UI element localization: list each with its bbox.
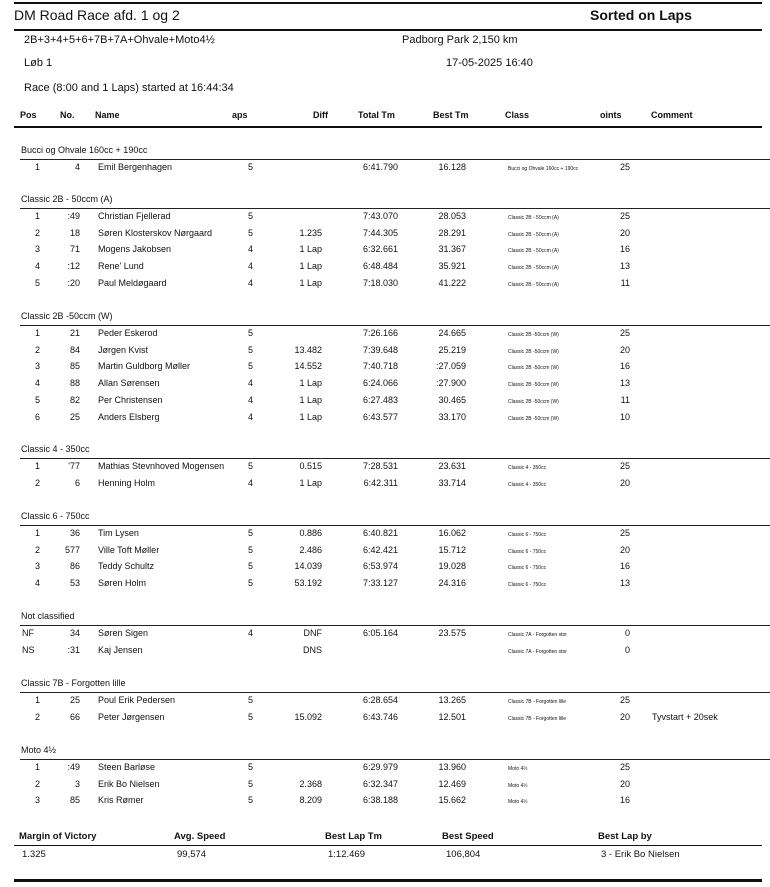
pos-cell: 4: [34, 378, 40, 388]
laps-cell: 5: [248, 545, 254, 555]
laps-cell: 4: [248, 244, 254, 254]
col-points: oints: [600, 110, 622, 120]
class-cell: Classic 6 - 750cc: [508, 582, 547, 588]
pos-cell: 6: [34, 412, 40, 422]
table-row: [0, 228, 770, 244]
number-cell: 6: [74, 478, 80, 488]
table-row: [0, 645, 770, 661]
comment-cell: Tyvstart + 20sek: [652, 712, 718, 722]
points-cell: 20: [619, 345, 630, 355]
class-cell: Classic 2B - 50ccm (A): [508, 248, 559, 254]
diff-cell: 1 Lap: [299, 395, 322, 405]
points-cell: 10: [619, 412, 630, 422]
table-row: [0, 378, 770, 394]
class-cell: Classic 2B - 50ccm (A): [508, 265, 559, 271]
pos-cell: 3: [34, 561, 40, 571]
number-cell: 71: [69, 244, 80, 254]
col-diff: Diff: [313, 110, 328, 120]
laps-cell: 4: [248, 395, 254, 405]
number-cell: 85: [69, 361, 80, 371]
name-cell: Allan Sørensen: [98, 378, 160, 388]
section-title: Classic 7B - Forgotten lille: [21, 678, 126, 688]
diff-cell: 0.515: [299, 461, 322, 471]
best-lap-by-value: 3 - Erik Bo Nielsen: [601, 849, 680, 860]
total-time-cell: 7:28.531: [362, 461, 398, 471]
best-time-cell: 41.222: [438, 278, 466, 288]
diff-cell: 1 Lap: [299, 478, 322, 488]
number-cell: :49: [67, 762, 80, 772]
total-time-cell: 6:43.746: [362, 712, 398, 722]
total-time-cell: 6:42.311: [363, 478, 398, 488]
number-cell: 88: [69, 378, 80, 388]
best-time-cell: :27.059: [435, 361, 466, 371]
table-row: [0, 478, 770, 494]
total-time-cell: 7:33.127: [362, 578, 398, 588]
number-cell: 34: [69, 628, 80, 638]
laps-cell: 5: [248, 211, 254, 221]
laps-cell: 5: [248, 762, 254, 772]
number-cell: 36: [69, 528, 80, 538]
pos-cell: 2: [34, 779, 40, 789]
best-time-cell: 13.960: [438, 762, 466, 772]
name-cell: Christian Fjellerad: [98, 211, 171, 221]
laps-cell: 4: [248, 478, 254, 488]
sort-label: Sorted on Laps: [590, 7, 692, 23]
table-row: [0, 528, 770, 544]
section-rule: [20, 525, 770, 526]
name-cell: Tim Lysen: [98, 528, 139, 538]
name-cell: Jørgen Kvist: [98, 345, 149, 355]
best-time-cell: 33.170: [438, 412, 466, 422]
col-comment: Comment: [651, 110, 693, 120]
total-time-cell: 7:18.030: [362, 278, 398, 288]
bottom-rule: [14, 879, 762, 882]
header-rule: [14, 126, 762, 128]
section-title: Classic 4 - 350cc: [21, 444, 90, 454]
best-time-cell: 19.028: [438, 561, 466, 571]
table-row: [0, 561, 770, 577]
best-time-cell: 23.631: [438, 461, 466, 471]
number-cell: 3: [74, 779, 80, 789]
table-row: [0, 211, 770, 227]
total-time-cell: 6:38.188: [362, 795, 398, 805]
name-cell: Erik Bo Nielsen: [98, 779, 160, 789]
section-title: Moto 4½: [21, 745, 57, 755]
table-row: [0, 545, 770, 561]
diff-cell: DNS: [302, 645, 322, 655]
total-time-cell: 6:29.979: [362, 762, 398, 772]
section-rule: [20, 625, 770, 626]
points-cell: 13: [619, 378, 630, 388]
number-cell: 86: [69, 561, 80, 571]
laps-cell: 5: [248, 328, 254, 338]
total-time-cell: 6:42.421: [362, 545, 398, 555]
pos-cell: 2: [34, 345, 40, 355]
points-cell: 25: [619, 695, 630, 705]
section-rule: [20, 208, 770, 209]
class-cell: Classic 2B -50ccm (W): [508, 416, 559, 422]
pos-cell: 2: [34, 712, 40, 722]
class-cell: Classic 6 - 750cc: [508, 532, 547, 538]
top-rule: [14, 2, 762, 4]
name-cell: Paul Meldøgaard: [98, 278, 167, 288]
venue: Padborg Park 2,150 km: [402, 34, 518, 46]
diff-cell: 2.368: [299, 779, 322, 789]
name-cell: Martin Guldborg Møller: [98, 361, 191, 371]
points-cell: 16: [619, 244, 630, 254]
avg-speed-label: Avg. Speed: [174, 831, 226, 842]
points-cell: 25: [619, 762, 630, 772]
pos-cell: 1: [34, 528, 40, 538]
number-cell: :12: [67, 261, 80, 271]
diff-cell: 53.192: [294, 578, 322, 588]
pos-cell: 4: [34, 578, 40, 588]
class-cell: Classic 6 - 750cc: [508, 565, 547, 571]
points-cell: 13: [619, 261, 630, 271]
points-cell: 25: [619, 328, 630, 338]
number-cell: 82: [69, 395, 80, 405]
points-cell: 13: [619, 578, 630, 588]
best-lap-tm-value: 1:12.469: [328, 849, 365, 860]
number-cell: '77: [68, 461, 80, 471]
name-cell: Per Christensen: [98, 395, 163, 405]
class-cell: Moto 4½: [508, 766, 528, 772]
class-cell: Classic 2B -50ccm (W): [508, 365, 559, 371]
name-cell: Peder Eskerod: [98, 328, 158, 338]
table-row: [0, 361, 770, 377]
pos-cell: 2: [34, 228, 40, 238]
laps-cell: 5: [248, 779, 254, 789]
best-time-cell: 31.367: [438, 244, 466, 254]
name-cell: Søren Sigen: [98, 628, 149, 638]
section-rule: [20, 759, 770, 760]
table-row: [0, 461, 770, 477]
laps-cell: 5: [248, 712, 254, 722]
report-title: DM Road Race afd. 1 og 2: [14, 7, 180, 23]
name-cell: Mathias Stevnhoved Mogensen: [98, 461, 225, 471]
laps-cell: 5: [248, 528, 254, 538]
best-time-cell: 12.469: [438, 779, 466, 789]
total-time-cell: 6:43.577: [362, 412, 398, 422]
laps-cell: 5: [248, 561, 254, 571]
pos-cell: NF: [22, 628, 34, 638]
avg-speed-value: 99,574: [177, 849, 207, 860]
best-time-cell: 28.053: [438, 211, 466, 221]
class-cell: Classic 2B - 50ccm (A): [508, 232, 559, 238]
laps-cell: 5: [248, 345, 254, 355]
number-cell: 4: [74, 162, 80, 172]
table-row: [0, 795, 770, 811]
class-cell: Classic 7B - Forgotten lille: [508, 699, 567, 705]
col-class: Class: [505, 110, 530, 120]
laps-cell: 5: [248, 578, 254, 588]
diff-cell: 1.235: [299, 228, 322, 238]
laps-cell: 4: [248, 412, 254, 422]
total-time-cell: 7:39.648: [362, 345, 398, 355]
class-cell: Classic 4 - 350cc: [508, 465, 547, 471]
margin-label: Margin of Victory: [19, 831, 97, 842]
table-row: [0, 762, 770, 778]
best-time-cell: 24.316: [438, 578, 466, 588]
total-time-cell: 6:24.066: [362, 378, 398, 388]
points-cell: 16: [619, 361, 630, 371]
number-cell: :31: [67, 645, 80, 655]
table-row: [0, 261, 770, 277]
best-time-cell: 28.291: [438, 228, 466, 238]
pos-cell: NS: [22, 645, 35, 655]
total-time-cell: 6:41.790: [362, 162, 398, 172]
col-pos: Pos: [20, 110, 37, 120]
name-cell: Poul Erik Pedersen: [98, 695, 176, 705]
col-total: Total Tm: [358, 110, 395, 120]
points-cell: 25: [619, 461, 630, 471]
number-cell: 53: [69, 578, 80, 588]
class-cell: Classic 6 - 750cc: [508, 549, 547, 555]
class-cell: Moto 4½: [508, 799, 528, 805]
laps-cell: 4: [248, 628, 254, 638]
section-title: Bucci og Ohvale 160cc + 190cc: [21, 145, 148, 155]
laps-cell: 4: [248, 261, 254, 271]
laps-cell: 5: [248, 361, 254, 371]
section-title: Classic 2B - 50ccm (A): [21, 194, 113, 204]
total-time-cell: 6:32.661: [362, 244, 398, 254]
name-cell: Anders Elsberg: [98, 412, 160, 422]
best-speed-label: Best Speed: [442, 831, 494, 842]
section-rule: [20, 159, 770, 160]
laps-cell: 5: [248, 795, 254, 805]
diff-cell: 2.486: [299, 545, 322, 555]
points-cell: 11: [620, 395, 630, 405]
table-row: [0, 345, 770, 361]
col-no: No.: [60, 110, 75, 120]
points-cell: 25: [619, 211, 630, 221]
number-cell: 25: [69, 412, 80, 422]
best-time-cell: 13.265: [438, 695, 466, 705]
section-title: Classic 2B -50ccm (W): [21, 311, 113, 321]
best-time-cell: 12.501: [438, 712, 466, 722]
total-time-cell: 7:43.070: [362, 211, 398, 221]
number-cell: 21: [69, 328, 80, 338]
total-time-cell: 7:40.718: [362, 361, 398, 371]
diff-cell: 8.209: [299, 795, 322, 805]
name-cell: Søren Holm: [98, 578, 147, 588]
table-row: [0, 779, 770, 795]
section-title: Not classified: [21, 611, 75, 621]
pos-cell: 1: [34, 461, 40, 471]
classes-line: 2B+3+4+5+6+7B+7A+Ohvale+Moto4½: [24, 34, 215, 46]
best-lap-tm-label: Best Lap Tm: [325, 831, 383, 842]
pos-cell: 5: [34, 395, 40, 405]
best-time-cell: :27.900: [435, 378, 466, 388]
class-cell: Classic 2B -50ccm (W): [508, 399, 559, 405]
name-cell: Teddy Schultz: [98, 561, 155, 571]
points-cell: 20: [619, 779, 630, 789]
points-cell: 25: [619, 528, 630, 538]
number-cell: 84: [69, 345, 80, 355]
table-row: [0, 628, 770, 644]
table-row: [0, 695, 770, 711]
column-header-row: [0, 110, 770, 126]
name-cell: Ville Toft Møller: [98, 545, 160, 555]
points-cell: 20: [619, 478, 630, 488]
class-cell: Classic 2B -50ccm (W): [508, 349, 559, 355]
pos-cell: 2: [34, 478, 40, 488]
best-lap-by-label: Best Lap by: [598, 831, 652, 842]
race-line: Race (8:00 and 1 Laps) started at 16:44:34: [24, 82, 234, 94]
class-cell: Classic 7B - Forgotten lille: [508, 716, 567, 722]
section-title: Classic 6 - 750cc: [21, 511, 90, 521]
pos-cell: 2: [34, 545, 40, 555]
title-rule: [14, 29, 762, 31]
points-cell: 20: [619, 712, 630, 722]
best-time-cell: 33.714: [438, 478, 466, 488]
pos-cell: 4: [34, 261, 40, 271]
best-time-cell: 25.219: [438, 345, 466, 355]
total-time-cell: 6:40.821: [362, 528, 398, 538]
class-cell: Classic 2B -50ccm (W): [508, 382, 559, 388]
pos-cell: 1: [34, 328, 40, 338]
points-cell: 11: [620, 278, 630, 288]
class-cell: Classic 2B - 50ccm (A): [508, 215, 559, 221]
total-time-cell: 6:53.974: [362, 561, 398, 571]
table-row: [0, 412, 770, 428]
name-cell: Søren Klosterskov Nørgaard: [98, 228, 213, 238]
table-row: [0, 244, 770, 260]
points-cell: 0: [624, 628, 630, 638]
best-time-cell: 23.575: [438, 628, 466, 638]
diff-cell: 0.886: [299, 528, 322, 538]
points-cell: 20: [619, 545, 630, 555]
total-time-cell: 6:32.347: [362, 779, 398, 789]
name-cell: Steen Barløse: [98, 762, 156, 772]
class-cell: Bucci og Ohvale 160cc + 190cc: [508, 166, 579, 172]
diff-cell: 1 Lap: [299, 278, 322, 288]
total-time-cell: 7:44.305: [362, 228, 398, 238]
class-cell: Moto 4½: [508, 783, 528, 789]
pos-cell: 1: [34, 211, 40, 221]
class-cell: Classic 2B -50ccm (W): [508, 332, 559, 338]
best-speed-value: 106,804: [446, 849, 481, 860]
number-cell: 577: [64, 545, 80, 555]
diff-cell: 1 Lap: [299, 378, 322, 388]
section-rule: [20, 458, 770, 459]
footer-rule: [14, 845, 762, 846]
col-best: Best Tm: [433, 110, 469, 120]
number-cell: 25: [69, 695, 80, 705]
points-cell: 16: [619, 561, 630, 571]
total-time-cell: 6:48.484: [362, 261, 398, 271]
number-cell: :20: [67, 278, 80, 288]
section-rule: [20, 325, 770, 326]
best-time-cell: 16.062: [438, 528, 466, 538]
laps-cell: 5: [248, 695, 254, 705]
total-time-cell: 6:27.483: [362, 395, 398, 405]
table-row: [0, 328, 770, 344]
col-laps: aps: [232, 110, 248, 120]
table-row: [0, 395, 770, 411]
diff-cell: 15.092: [294, 712, 322, 722]
total-time-cell: 7:26.166: [362, 328, 398, 338]
laps-cell: 5: [248, 162, 254, 172]
class-cell: Classic 7A - Forgotten stor: [508, 632, 567, 638]
total-time-cell: 6:05.164: [362, 628, 398, 638]
best-time-cell: 16.128: [438, 162, 466, 172]
name-cell: Rene' Lund: [98, 261, 144, 271]
laps-cell: 4: [248, 278, 254, 288]
best-time-cell: 24.665: [438, 328, 466, 338]
heat-label: Løb 1: [24, 57, 53, 69]
diff-cell: 13.482: [294, 345, 322, 355]
best-time-cell: 15.712: [438, 545, 466, 555]
table-row: [0, 578, 770, 594]
class-cell: Classic 4 - 350cc: [508, 482, 547, 488]
diff-cell: 1 Lap: [299, 412, 322, 422]
diff-cell: 1 Lap: [299, 261, 322, 271]
table-row: [0, 162, 770, 178]
table-row: [0, 712, 770, 728]
laps-cell: 5: [248, 228, 254, 238]
total-time-cell: 6:28.654: [362, 695, 398, 705]
table-row: [0, 278, 770, 294]
name-cell: Emil Bergenhagen: [98, 162, 173, 172]
pos-cell: 1: [34, 695, 40, 705]
name-cell: Peter Jørgensen: [98, 712, 165, 722]
points-cell: 20: [619, 228, 630, 238]
diff-cell: DNF: [303, 628, 322, 638]
class-cell: Classic 2B - 50ccm (A): [508, 282, 559, 288]
number-cell: 66: [69, 712, 80, 722]
points-cell: 25: [619, 162, 630, 172]
number-cell: 18: [69, 228, 80, 238]
class-cell: Classic 7A - Forgotten stor: [508, 649, 567, 655]
section-rule: [20, 692, 770, 693]
name-cell: Mogens Jakobsen: [98, 244, 172, 254]
datetime: 17-05-2025 16:40: [446, 57, 533, 69]
best-time-cell: 30.465: [438, 395, 466, 405]
pos-cell: 3: [34, 244, 40, 254]
best-time-cell: 35.921: [438, 261, 466, 271]
diff-cell: 14.552: [294, 361, 322, 371]
pos-cell: 1: [34, 762, 40, 772]
name-cell: Kaj Jensen: [98, 645, 143, 655]
points-cell: 0: [624, 645, 630, 655]
pos-cell: 3: [34, 361, 40, 371]
number-cell: 85: [69, 795, 80, 805]
col-name: Name: [95, 110, 120, 120]
number-cell: :49: [67, 211, 80, 221]
points-cell: 16: [619, 795, 630, 805]
name-cell: Kris Rømer: [98, 795, 144, 805]
pos-cell: 1: [34, 162, 40, 172]
laps-cell: 5: [248, 461, 254, 471]
diff-cell: 1 Lap: [299, 244, 322, 254]
name-cell: Henning Holm: [98, 478, 156, 488]
laps-cell: 4: [248, 378, 254, 388]
margin-value: 1.325: [22, 849, 46, 860]
pos-cell: 3: [34, 795, 40, 805]
diff-cell: 14.039: [294, 561, 322, 571]
pos-cell: 5: [34, 278, 40, 288]
best-time-cell: 15.662: [438, 795, 466, 805]
